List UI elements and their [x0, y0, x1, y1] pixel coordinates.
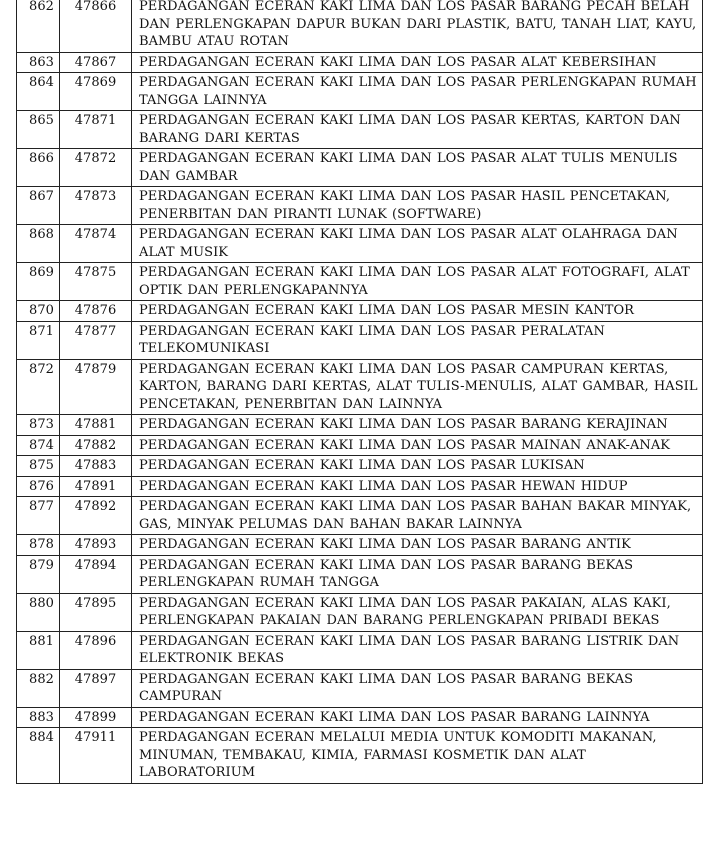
kbli-code: 47874	[60, 225, 132, 263]
table-row	[17, 497, 703, 535]
table-row	[17, 728, 703, 784]
table-row	[17, 225, 703, 263]
row-number: 867	[17, 187, 60, 225]
activity-description: PERDAGANGAN ECERAN KAKI LIMA DAN LOS PASAR BARANG LAINNYA	[132, 707, 703, 728]
row-number: 866	[17, 149, 60, 187]
activity-description: PERDAGANGAN ECERAN KAKI LIMA DAN LOS PASAR CAMPURAN KERTAS, KARTON, BARANG DARI KERTAS, ALAT TULIS-MENULIS, ALAT GAMBAR, HASIL PENCETAKAN, PENERBITAN DAN LAINNYA	[132, 359, 703, 415]
activity-description: PERDAGANGAN ECERAN KAKI LIMA DAN LOS PASAR ALAT KEBERSIHAN	[132, 52, 703, 73]
activity-description: PERDAGANGAN ECERAN KAKI LIMA DAN LOS PASAR HEWAN HIDUP	[132, 476, 703, 497]
kbli-code: 47867	[60, 52, 132, 73]
kbli-code: 47869	[60, 73, 132, 111]
table-row	[17, 73, 703, 111]
table-row	[17, 0, 703, 52]
activity-description: PERDAGANGAN ECERAN KAKI LIMA DAN LOS PASAR LUKISAN	[132, 456, 703, 477]
kbli-code: 47895	[60, 593, 132, 631]
row-number: 869	[17, 263, 60, 301]
row-number: 874	[17, 435, 60, 456]
row-number: 868	[17, 225, 60, 263]
kbli-code: 47893	[60, 535, 132, 556]
row-number: 884	[17, 728, 60, 784]
activity-description: PERDAGANGAN ECERAN KAKI LIMA DAN LOS PASAR MESIN KANTOR	[132, 301, 703, 322]
activity-description: PERDAGANGAN ECERAN KAKI LIMA DAN LOS PASAR PERLENGKAPAN RUMAH TANGGA LAINNYA	[132, 73, 703, 111]
row-number: 876	[17, 476, 60, 497]
activity-description: PERDAGANGAN ECERAN KAKI LIMA DAN LOS PASAR MAINAN ANAK-ANAK	[132, 435, 703, 456]
row-number: 870	[17, 301, 60, 322]
activity-description: PERDAGANGAN ECERAN KAKI LIMA DAN LOS PASAR BARANG PECAH BELAH DAN PERLENGKAPAN DAPUR BUKAN DARI PLASTIK, BATU, TANAH LIAT, KAYU, BAMBU ATAU ROTAN	[132, 0, 703, 52]
kbli-code: 47879	[60, 359, 132, 415]
table-row	[17, 593, 703, 631]
activity-description: PERDAGANGAN ECERAN KAKI LIMA DAN LOS PASAR BARANG KERAJINAN	[132, 415, 703, 436]
row-number: 871	[17, 321, 60, 359]
table-row	[17, 359, 703, 415]
table-row	[17, 111, 703, 149]
table-row	[17, 415, 703, 436]
row-number: 875	[17, 456, 60, 477]
kbli-code: 47897	[60, 669, 132, 707]
kbli-code: 47875	[60, 263, 132, 301]
kbli-code: 47891	[60, 476, 132, 497]
row-number: 877	[17, 497, 60, 535]
activity-description: PERDAGANGAN ECERAN KAKI LIMA DAN LOS PASAR PERALATAN TELEKOMUNIKASI	[132, 321, 703, 359]
kbli-table	[16, 0, 703, 784]
table-row	[17, 669, 703, 707]
row-number: 881	[17, 631, 60, 669]
kbli-code: 47881	[60, 415, 132, 436]
table-row	[17, 631, 703, 669]
kbli-code: 47883	[60, 456, 132, 477]
activity-description: PERDAGANGAN ECERAN KAKI LIMA DAN LOS PASAR BARANG BEKAS PERLENGKAPAN RUMAH TANGGA	[132, 555, 703, 593]
row-number: 880	[17, 593, 60, 631]
table-row	[17, 555, 703, 593]
table-row	[17, 707, 703, 728]
document-page	[16, 0, 720, 860]
kbli-code: 47873	[60, 187, 132, 225]
row-number: 862	[17, 0, 60, 52]
activity-description: PERDAGANGAN ECERAN KAKI LIMA DAN LOS PASAR KERTAS, KARTON DAN BARANG DARI KERTAS	[132, 111, 703, 149]
row-number: 882	[17, 669, 60, 707]
kbli-code: 47899	[60, 707, 132, 728]
kbli-code: 47892	[60, 497, 132, 535]
table-row	[17, 52, 703, 73]
table-row	[17, 321, 703, 359]
row-number: 865	[17, 111, 60, 149]
kbli-code: 47877	[60, 321, 132, 359]
kbli-code: 47872	[60, 149, 132, 187]
activity-description: PERDAGANGAN ECERAN KAKI LIMA DAN LOS PASAR PAKAIAN, ALAS KAKI, PERLENGKAPAN PAKAIAN DAN BARANG PERLENGKAPAN PRIBADI BEKAS	[132, 593, 703, 631]
activity-description: PERDAGANGAN ECERAN KAKI LIMA DAN LOS PASAR ALAT OLAHRAGA DAN ALAT MUSIK	[132, 225, 703, 263]
row-number: 872	[17, 359, 60, 415]
kbli-code: 47882	[60, 435, 132, 456]
kbli-code: 47896	[60, 631, 132, 669]
kbli-code: 47894	[60, 555, 132, 593]
table-row	[17, 456, 703, 477]
kbli-code: 47876	[60, 301, 132, 322]
activity-description: PERDAGANGAN ECERAN KAKI LIMA DAN LOS PASAR HASIL PENCETAKAN, PENERBITAN DAN PIRANTI LUNAK (SOFTWARE)	[132, 187, 703, 225]
activity-description: PERDAGANGAN ECERAN KAKI LIMA DAN LOS PASAR ALAT TULIS MENULIS DAN GAMBAR	[132, 149, 703, 187]
row-number: 873	[17, 415, 60, 436]
kbli-code: 47911	[60, 728, 132, 784]
row-number: 879	[17, 555, 60, 593]
activity-description: PERDAGANGAN ECERAN KAKI LIMA DAN LOS PASAR ALAT FOTOGRAFI, ALAT OPTIK DAN PERLENGKAPANNYA	[132, 263, 703, 301]
kbli-table-body	[17, 0, 703, 783]
table-row	[17, 535, 703, 556]
kbli-code: 47871	[60, 111, 132, 149]
row-number: 863	[17, 52, 60, 73]
row-number: 878	[17, 535, 60, 556]
row-number: 864	[17, 73, 60, 111]
table-row	[17, 435, 703, 456]
table-row	[17, 476, 703, 497]
table-row	[17, 149, 703, 187]
table-row	[17, 187, 703, 225]
activity-description: PERDAGANGAN ECERAN KAKI LIMA DAN LOS PASAR BARANG ANTIK	[132, 535, 703, 556]
activity-description: PERDAGANGAN ECERAN KAKI LIMA DAN LOS PASAR BAHAN BAKAR MINYAK, GAS, MINYAK PELUMAS DAN BAHAN BAKAR LAINNYA	[132, 497, 703, 535]
row-number: 883	[17, 707, 60, 728]
activity-description: PERDAGANGAN ECERAN KAKI LIMA DAN LOS PASAR BARANG BEKAS CAMPURAN	[132, 669, 703, 707]
table-row	[17, 301, 703, 322]
activity-description: PERDAGANGAN ECERAN MELALUI MEDIA UNTUK KOMODITI MAKANAN, MINUMAN, TEMBAKAU, KIMIA, FARMASI KOSMETIK DAN ALAT LABORATORIUM	[132, 728, 703, 784]
table-row	[17, 263, 703, 301]
kbli-code: 47866	[60, 0, 132, 52]
activity-description: PERDAGANGAN ECERAN KAKI LIMA DAN LOS PASAR BARANG LISTRIK DAN ELEKTRONIK BEKAS	[132, 631, 703, 669]
